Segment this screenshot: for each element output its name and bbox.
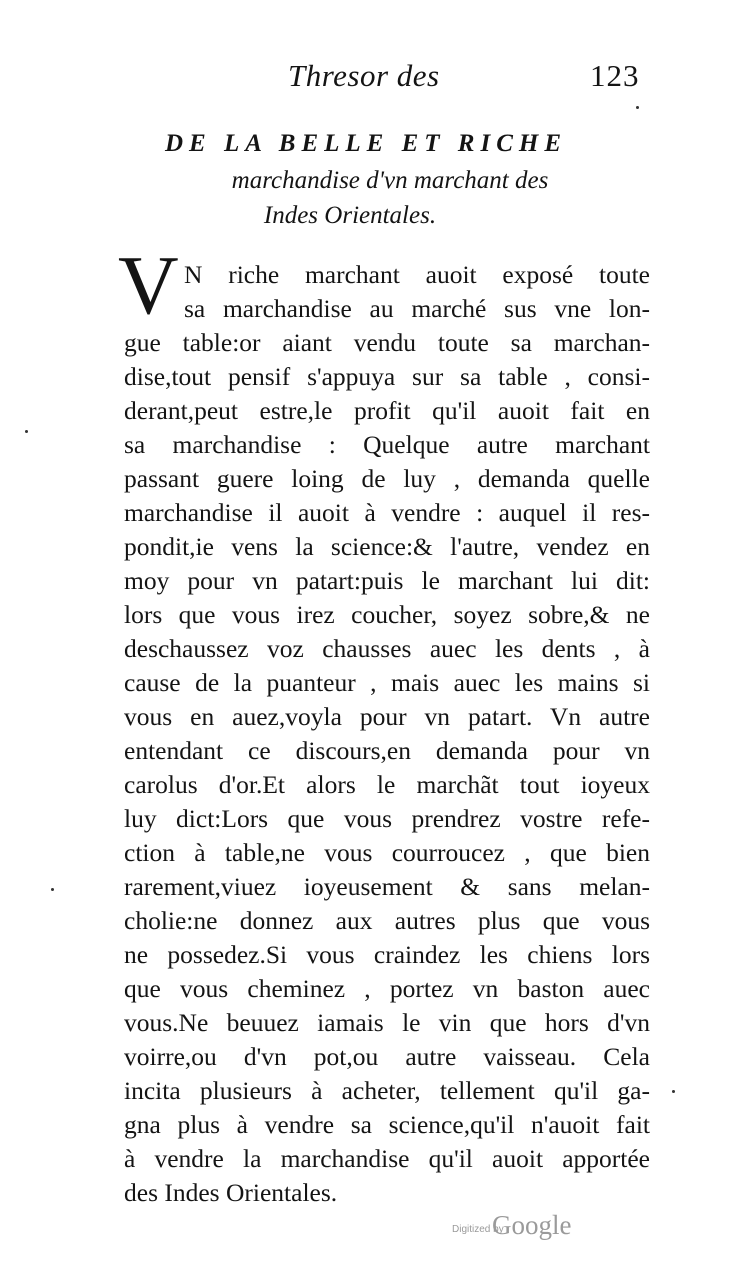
text-line: derant,peut estre,le profit qu'il auoit fait en: [124, 396, 650, 425]
text-line: cholie:ne donnez aux autres plus que vous: [124, 906, 650, 935]
text-line: lors que vous irez coucher, soyez sobre,& ne: [124, 600, 650, 629]
heading-line-1: DE LA BELLE ET RICHE: [165, 130, 568, 157]
digitized-watermark: [452, 1210, 592, 1240]
text-line: sa marchandise au marché sus vne lon-: [184, 294, 650, 323]
text-line: sa marchandise : Quelque autre marchant: [124, 430, 650, 459]
text-line: gna plus à vendre sa science,qu'il n'auoit fait: [124, 1110, 650, 1139]
running-head: [0, 58, 733, 98]
ink-speck: [51, 888, 54, 891]
text-line: carolus d'or.Et alors le marchãt tout ioyeux: [124, 770, 650, 799]
ink-speck: [672, 1090, 675, 1093]
text-line: rarement,viuez ioyeusement & sans melan-: [124, 872, 650, 901]
drop-cap: V: [118, 239, 179, 332]
text-line: deschaussez voz chausses auec les dents , à: [124, 634, 650, 663]
text-line: ction à table,ne vous courroucez , que bien: [124, 838, 650, 867]
text-line: vous en auez,voyla pour vn patart. Vn autre: [124, 702, 650, 731]
text-line: moy pour vn patart:puis le marchant lui dit:: [124, 566, 650, 595]
page-number: 123: [590, 58, 640, 93]
text-line: vous.Ne beuuez iamais le vin que hors d'vn: [124, 1008, 650, 1037]
text-line: à vendre la marchandise qu'il auoit apportée: [124, 1144, 650, 1173]
text-line: dise,tout pensif s'appuya sur sa table , consi-: [124, 362, 650, 391]
heading-line-2: marchandise d'vn marchant des: [231, 167, 549, 194]
text-line: N riche marchant auoit exposé toute: [184, 260, 650, 289]
heading-line-3: Indes Orientales.: [263, 202, 437, 229]
text-line: pondit,ie vens la science:& l'autre, vendez en: [124, 532, 650, 561]
text-line: marchandise il auoit à vendre : auquel il res-: [124, 498, 650, 527]
text-line: cause de la puanteur , mais auec les mains si: [124, 668, 650, 697]
watermark-prefix: Digitized by: [452, 1224, 504, 1235]
text-line: ne possedez.Si vous craindez les chiens lors: [124, 940, 650, 969]
text-line: voirre,ou d'vn pot,ou autre vaisseau. Cela: [124, 1042, 650, 1071]
ink-speck: [25, 430, 28, 433]
text-line: entendant ce discours,en demanda pour vn: [124, 736, 650, 765]
text-line: luy dict:Lors que vous prendrez vostre refe-: [124, 804, 650, 833]
text-line: gue table:or aiant vendu toute sa marchan-: [124, 328, 650, 357]
ink-speck: [636, 106, 639, 109]
running-title: Thresor des: [288, 58, 440, 93]
text-line: passant guere loing de luy , demanda quelle: [124, 464, 650, 493]
watermark-brand: Google: [492, 1210, 572, 1240]
text-line: des Indes Orientales.: [124, 1178, 338, 1207]
text-line: incita plusieurs à acheter, tellement qu'il ga-: [124, 1076, 650, 1105]
text-line: que vous cheminez , portez vn baston auec: [124, 974, 650, 1003]
